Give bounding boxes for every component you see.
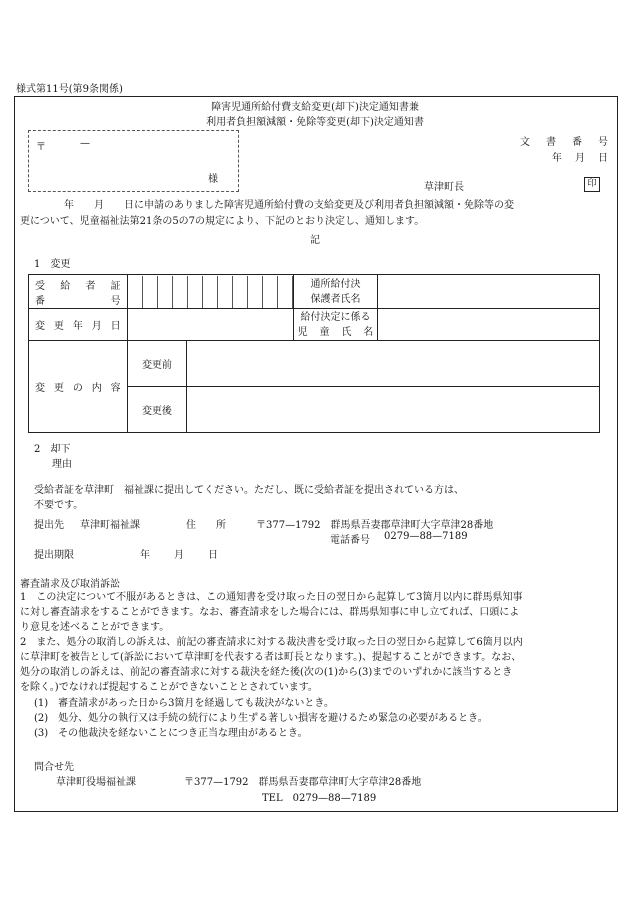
appeal-item-2: (2) 処分、処分の執行又は手続の続行により生ずる著しい損害を避けるため緊急の必要があるとき。	[34, 713, 488, 724]
after-field[interactable]	[187, 387, 600, 433]
deadline-label: 提出期限	[34, 550, 74, 561]
before-label: 変更前	[127, 341, 187, 387]
seal-stamp: 印	[584, 177, 600, 192]
contact-tel: TEL 0279—88—7189	[262, 793, 377, 804]
appeal-line-1: 1 この決定について不服があるときは、この通知書を受け取った日の翌日から起算して3箇月以内に群馬県知事	[20, 592, 523, 603]
intro-line-2: 更について、児童福祉法第21条の5の7の規定により、下記のとおり決定し、通知します。	[20, 216, 425, 227]
cert-number-label: 受 給 者 証 番 号	[29, 275, 128, 309]
contact-title: 問合せ先	[34, 762, 74, 773]
ki-marker: 記	[310, 235, 320, 246]
guardian-name-label: 通所給付決 保護者氏名	[293, 275, 378, 309]
appeal-title: 審査請求及び取消訴訟	[20, 579, 120, 590]
postal-mark: 〒	[36, 142, 46, 153]
appeal-line-2: に対し審査請求をすることができます。なお、審査請求をした場合には、群馬県知事に申し立てれば、口頭によ	[20, 607, 520, 618]
title-line-2: 利用者負担額減額・免除等変更(却下)決定通知書	[206, 117, 424, 128]
document-number-label: 文 書 番 号	[520, 137, 608, 148]
address: 〒377—1792 群馬県吾妻郡草津町大字草津28番地	[256, 520, 494, 531]
appeal-line-7: を除く。)でなければ提起することができないこととされています。	[20, 682, 318, 693]
before-field[interactable]	[187, 341, 600, 387]
section-1-heading: 1 変更	[34, 259, 71, 270]
appeal-line-6: 処分の取消しの訴えは、前記の審査請求に対する裁決を経た後(次の(1)から(3)までのいずれかに該当するとき	[20, 667, 513, 678]
phone: 0279—88—7189	[384, 531, 468, 542]
issue-date-label: 年 月 日	[552, 153, 608, 164]
guardian-name-field[interactable]	[378, 275, 600, 309]
cert-number-boxes[interactable]	[127, 275, 293, 309]
submit-line-1: 受給者証を草津町 福祉課に提出してください。ただし、既に受給者証を提出されている方は、	[34, 485, 464, 496]
address-label: 住 所	[186, 520, 226, 531]
contact-org: 草津町役場福祉課	[56, 777, 136, 788]
deadline-month: 月	[174, 550, 184, 561]
issuer: 草津町長	[424, 182, 464, 193]
child-name-field[interactable]	[378, 309, 600, 341]
appeal-line-5: に草津町を被告として(訴訟において草津町を代表する者は町長となります。)、提起することができます。なお、	[20, 652, 522, 663]
appeal-line-4: 2 また、処分の取消しの訴えは、前記の審査請求に対する裁決書を受け取った日の翌日から起算して6箇月以内	[20, 637, 523, 648]
appeal-line-3: り意見を述べることができます。	[20, 622, 170, 633]
contact-address: 〒377—1792 群馬県吾妻郡草津町大字草津28番地	[184, 777, 422, 788]
change-date-field[interactable]	[127, 309, 293, 341]
phone-label: 電話番号	[330, 535, 370, 546]
change-table	[28, 274, 600, 433]
recipient-sama: 様	[208, 174, 218, 185]
change-content-label: 変 更 の 内 容	[29, 341, 128, 433]
submit-line-2: 不要です。	[34, 500, 84, 511]
deadline-year: 年	[140, 550, 150, 561]
title-line-1: 障害児通所給付費支給変更(却下)決定通知書兼	[211, 102, 419, 113]
reason-label: 理由	[52, 459, 72, 470]
after-label: 変更後	[127, 387, 187, 433]
intro-line-1: 年 月 日に申請のありました障害児通所給付費の支給変更及び利用者負担額減額・免除等の変	[64, 200, 514, 211]
appeal-item-3: (3) その他裁決を経ないことにつき正当な理由があるとき。	[34, 728, 308, 739]
child-name-label: 給付決定に係る 児 童 氏 名	[293, 309, 378, 341]
appeal-item-1: (1) 審査請求があった日から3箇月を経過しても裁決がないとき。	[34, 698, 335, 709]
form-id: 様式第11号(第9条関係)	[16, 84, 123, 95]
postal-dash: —	[80, 138, 90, 149]
submit-to-label: 提出先	[34, 520, 64, 531]
section-2-heading: 2 却下	[34, 444, 71, 455]
submit-to: 草津町福祉課	[80, 520, 140, 531]
change-date-label: 変 更 年 月 日	[29, 309, 128, 341]
deadline-day: 日	[208, 550, 218, 561]
